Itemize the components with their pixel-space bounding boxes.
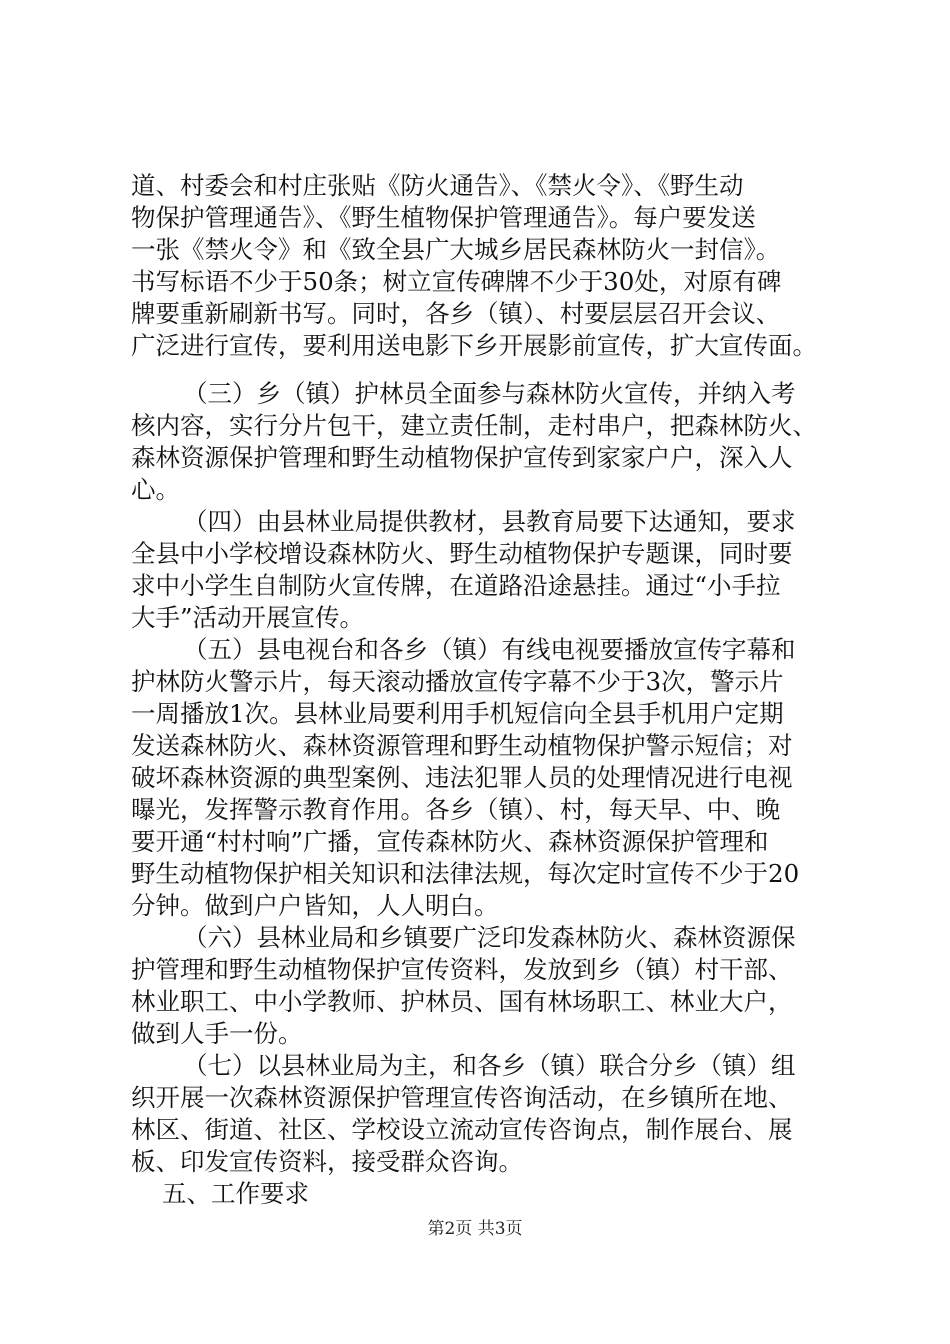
page-number: 第2页 共3页 [427, 1219, 523, 1239]
text-line: 心。 [131, 475, 180, 504]
paragraph-start-line: （五）县电视台和各乡（镇）有线电视要播放宣传字幕和 [183, 635, 796, 664]
text-line: 曝光，发挥警示教育作用。各乡（镇）、村，每天早、中、晚 [131, 795, 781, 824]
text-line: 书写标语不少于50条；树立宣传碑牌不少于30处，对原有碑 [131, 267, 782, 296]
paragraph-start-line: （七）以县林业局为主，和各乡（镇）联合分乡（镇）组 [183, 1051, 796, 1080]
text-line: 要开通“村村响”广播，宣传森林防火、森林资源保护管理和 [131, 827, 769, 856]
text-line: 织开展一次森林资源保护管理宣传咨询活动，在乡镇所在地、 [131, 1083, 793, 1112]
text-line: 森林资源保护管理和野生动植物保护宣传到家家户户，深入人 [131, 443, 793, 472]
paragraph-start-line: （四）由县林业局提供教材，县教育局要下达通知，要求 [183, 507, 796, 536]
text-line: 核内容，实行分片包干，建立责任制，走村串户，把森林防火、 [131, 411, 817, 440]
text-line: 物保护管理通告》、《野生植物保护管理通告》。每户要发送 [131, 203, 756, 232]
text-line: 野生动植物保护相关知识和法律法规，每次定时宣传不少于20 [131, 859, 800, 888]
text-line: 求中小学生自制防火宣传牌，在道路沿途悬挂。通过“小手拉 [131, 571, 781, 600]
text-line: 全县中小学校增设森林防火、野生动植物保护专题课，同时要 [131, 539, 793, 568]
document-body [131, 170, 831, 1210]
text-line: 牌要重新刷新书写。同时，各乡（镇）、村要层层召开会议、 [131, 299, 781, 328]
text-line: 道、村委会和村庄张贴《防火通告》、《禁火令》、《野生动 [131, 171, 744, 200]
text-line: 板、印发宣传资料，接受群众咨询。 [131, 1147, 523, 1176]
text-line: 大手”活动开展宣传。 [131, 603, 365, 632]
text-line: 一张《禁火令》和《致全县广大城乡居民森林防火一封信》。 [131, 235, 781, 264]
text-line: 护林防火警示片，每天滚动播放宣传字幕不少于3次，警示片 [131, 667, 784, 696]
section-heading: 五、工作要求 [162, 1179, 309, 1208]
text-line: 发送森林防火、森林资源管理和野生动植物保护警示短信；对 [131, 731, 793, 760]
text-line: 分钟。做到户户皆知，人人明白。 [131, 891, 499, 920]
text-line: 护管理和野生动植物保护宣传资料，发放到乡（镇）村干部、 [131, 955, 793, 984]
text-line: 林业职工、中小学教师、护林员、国有林场职工、林业大户， [131, 987, 793, 1016]
text-line: 破坏森林资源的典型案例、违法犯罪人员的处理情况进行电视 [131, 763, 793, 792]
text-line: 广泛进行宣传，要利用送电影下乡开展影前宣传，扩大宣传面。 [131, 331, 817, 360]
paragraph-start-line: （六）县林业局和乡镇要广泛印发森林防火、森林资源保 [183, 923, 796, 952]
text-line: 做到人手一份。 [131, 1019, 303, 1048]
paragraph-start-line: （三）乡（镇）护林员全面参与森林防火宣传，并纳入考 [183, 379, 796, 408]
text-line: 林区、街道、社区、学校设立流动宣传咨询点，制作展台、展 [131, 1115, 793, 1144]
page-footer [0, 1217, 950, 1241]
text-line: 一周播放1次。县林业局要利用手机短信向全县手机用户定期 [131, 699, 784, 728]
